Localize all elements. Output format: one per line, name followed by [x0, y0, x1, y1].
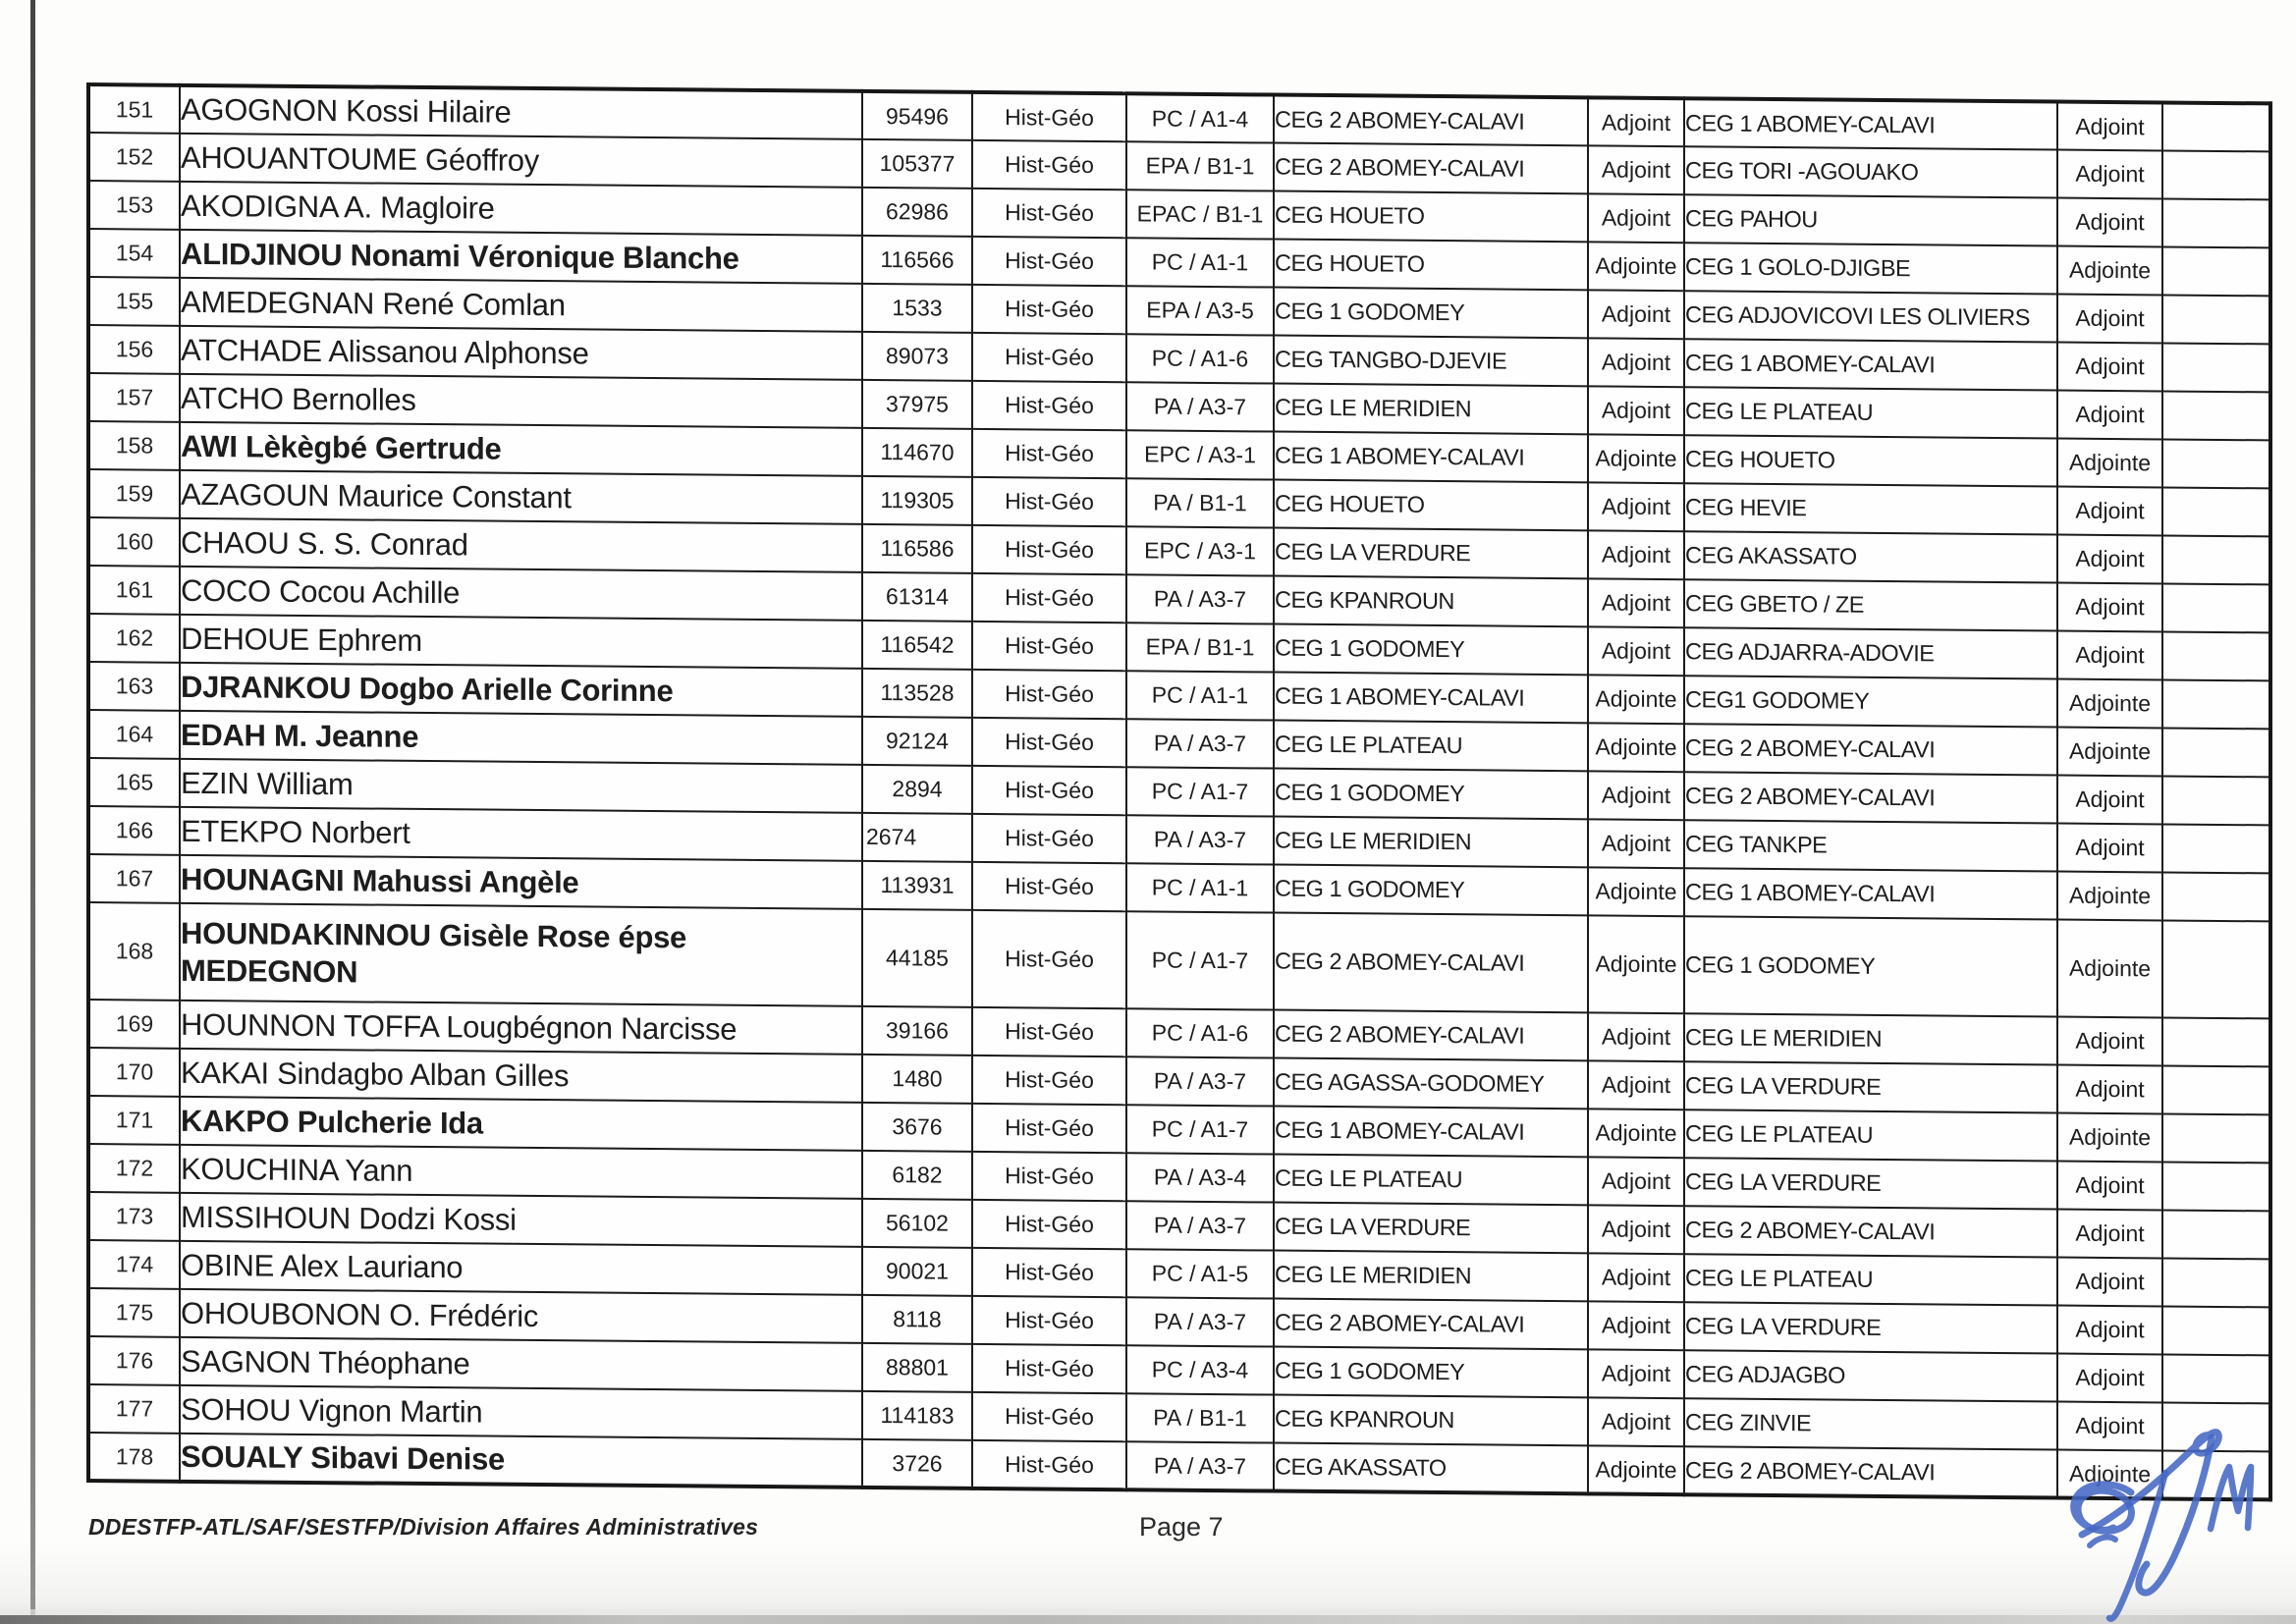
- row-number-cell: 177: [88, 1384, 180, 1434]
- row-number-cell: 158: [88, 421, 180, 470]
- empty-cell: [2162, 391, 2270, 440]
- new-role-cell: Adjoint: [2057, 1017, 2162, 1066]
- current-role-cell: Adjoint: [1588, 1157, 1684, 1206]
- row-number-cell: 167: [88, 854, 180, 903]
- person-name-cell: KOUCHINA Yann: [180, 1145, 862, 1199]
- new-school-cell: CEG 2 ABOMEY-CALAVI: [1684, 1206, 2057, 1257]
- new-role-cell: Adjoint: [2057, 1402, 2162, 1451]
- grade-code-cell: PA / A3-7: [1126, 574, 1274, 623]
- subject-cell: Hist-Géo: [972, 1104, 1126, 1153]
- matricule-cell: 1480: [862, 1055, 972, 1104]
- current-role-cell: Adjointe: [1588, 242, 1684, 291]
- matricule-cell: 2894: [862, 765, 972, 814]
- grade-code-cell: PC / A1-6: [1126, 1008, 1274, 1057]
- current-school-cell: CEG AKASSATO: [1274, 1443, 1588, 1494]
- table-row: [88, 902, 2270, 1018]
- subject-cell: Hist-Géo: [972, 1056, 1126, 1105]
- personnel-assignment-table: [86, 82, 2272, 1501]
- person-name-cell: AGOGNON Kossi Hilaire: [180, 85, 862, 139]
- new-role-cell: Adjointe: [2057, 439, 2162, 488]
- current-school-cell: CEG KPANROUN: [1274, 576, 1588, 627]
- new-school-cell: CEG 1 GODOMEY: [1684, 916, 2057, 1016]
- grade-code-cell: PC / A1-1: [1126, 863, 1274, 912]
- new-school-cell: CEG ADJARRA-ADOVIE: [1684, 627, 2057, 678]
- person-name-cell: COCO Cocou Achille: [180, 567, 862, 621]
- matricule-cell: 37975: [862, 380, 972, 429]
- current-school-cell: CEG LE MERIDIEN: [1274, 384, 1588, 435]
- new-role-cell: Adjointe: [2057, 728, 2162, 777]
- new-role-cell: Adjoint: [2057, 1354, 2162, 1403]
- empty-cell: [2162, 1210, 2270, 1259]
- current-role-cell: Adjoint: [1588, 482, 1684, 531]
- current-role-cell: Adjoint: [1588, 771, 1684, 820]
- current-role-cell: Adjointe: [1588, 675, 1684, 724]
- current-school-cell: CEG AGASSA-GODOMEY: [1274, 1058, 1588, 1110]
- empty-cell: [2162, 246, 2270, 296]
- matricule-cell: 116542: [862, 621, 972, 670]
- subject-cell: Hist-Géo: [972, 333, 1126, 382]
- row-number-cell: 161: [88, 566, 180, 615]
- current-school-cell: CEG LE PLATEAU: [1274, 1155, 1588, 1206]
- grade-code-cell: PA / A3-7: [1126, 719, 1274, 768]
- subject-cell: Hist-Géo: [972, 140, 1126, 189]
- matricule-cell: 3726: [862, 1439, 972, 1489]
- person-name-cell: ATCHADE Alissanou Alphonse: [180, 326, 862, 380]
- new-school-cell: CEG1 GODOMEY: [1684, 676, 2057, 727]
- row-number-cell: 173: [88, 1192, 180, 1241]
- new-role-cell: Adjoint: [2057, 1162, 2162, 1211]
- empty-cell: [2162, 295, 2270, 344]
- new-role-cell: Adjoint: [2057, 102, 2162, 151]
- current-role-cell: Adjoint: [1588, 338, 1684, 387]
- current-school-cell: CEG HOUETO: [1274, 240, 1588, 291]
- new-school-cell: CEG LE PLATEAU: [1684, 1110, 2057, 1161]
- current-school-cell: CEG 1 GODOMEY: [1274, 624, 1588, 676]
- matricule-cell: 62986: [862, 188, 972, 237]
- matricule-cell: 56102: [862, 1199, 972, 1248]
- matricule-cell: 116586: [862, 524, 972, 573]
- matricule-cell: 89073: [862, 332, 972, 381]
- person-name-cell: ATCHO Bernolles: [180, 374, 862, 428]
- empty-cell: [2162, 1113, 2270, 1163]
- grade-code-cell: EPA / B1-1: [1126, 141, 1274, 190]
- subject-cell: Hist-Géo: [972, 1152, 1126, 1201]
- person-name-cell: KAKPO Pulcherie Ida: [180, 1097, 862, 1151]
- person-name-cell: OHOUBONON O. Frédéric: [180, 1289, 862, 1343]
- grade-code-cell: PA / A3-7: [1126, 1297, 1274, 1346]
- empty-cell: [2162, 824, 2270, 873]
- grade-code-cell: PC / A1-4: [1126, 93, 1274, 142]
- current-school-cell: CEG 1 GODOMEY: [1274, 1347, 1588, 1398]
- empty-cell: [2162, 1162, 2270, 1211]
- current-school-cell: CEG 1 ABOMEY-CALAVI: [1274, 1107, 1588, 1158]
- current-role-cell: Adjointe: [1588, 867, 1684, 916]
- subject-cell: Hist-Géo: [972, 525, 1126, 574]
- handwritten-signature: [2057, 1409, 2296, 1624]
- person-name-cell: SOHOU Vignon Martin: [180, 1385, 862, 1439]
- person-name-cell: AHOUANTOUME Géoffroy: [180, 134, 862, 188]
- new-role-cell: Adjointe: [2057, 872, 2162, 921]
- scan-edge-left-artifact: [30, 0, 35, 1620]
- current-role-cell: Adjointe: [1588, 1445, 1684, 1494]
- current-school-cell: CEG KPANROUN: [1274, 1395, 1588, 1446]
- current-school-cell: CEG LE PLATEAU: [1274, 721, 1588, 772]
- grade-code-cell: PA / A3-4: [1126, 1153, 1274, 1202]
- new-school-cell: CEG 2 ABOMEY-CALAVI: [1684, 724, 2057, 775]
- row-number-cell: 174: [88, 1240, 180, 1289]
- matricule-cell: 114183: [862, 1391, 972, 1440]
- scan-edge-bottom-artifact: [0, 1615, 2296, 1624]
- grade-code-cell: EPC / A3-1: [1126, 430, 1274, 479]
- subject-cell: Hist-Géo: [972, 1296, 1126, 1345]
- empty-cell: [2162, 583, 2270, 632]
- person-name-cell: OBINE Alex Lauriano: [180, 1241, 862, 1295]
- current-school-cell: CEG LE MERIDIEN: [1274, 1251, 1588, 1302]
- subject-cell: Hist-Géo: [972, 1392, 1126, 1441]
- empty-cell: [2162, 1258, 2270, 1307]
- person-name-cell: SOUALY Sibavi Denise: [180, 1434, 862, 1488]
- new-role-cell: Adjointe: [2057, 679, 2162, 729]
- new-role-cell: Adjointe: [2057, 246, 2162, 296]
- row-number-cell: 152: [88, 133, 180, 182]
- matricule-cell: 39166: [862, 1006, 972, 1056]
- row-number-cell: 176: [88, 1336, 180, 1385]
- subject-cell: Hist-Géo: [972, 573, 1126, 623]
- subject-cell: Hist-Géo: [972, 1344, 1126, 1393]
- person-name-cell: ALIDJINOU Nonami Véronique Blanche: [180, 230, 862, 284]
- subject-cell: Hist-Géo: [972, 189, 1126, 238]
- person-name-cell: ETEKPO Norbert: [180, 807, 862, 861]
- subject-cell: Hist-Géo: [972, 814, 1126, 863]
- current-school-cell: CEG LA VERDURE: [1274, 1203, 1588, 1254]
- grade-code-cell: PA / A3-7: [1126, 1441, 1274, 1490]
- person-name-cell: SAGNON Théophane: [180, 1337, 862, 1391]
- grade-code-cell: PC / A1-7: [1126, 911, 1274, 1009]
- row-number-cell: 153: [88, 181, 180, 230]
- new-role-cell: Adjoint: [2057, 583, 2162, 632]
- matricule-cell: 105377: [862, 139, 972, 189]
- row-number-cell: 171: [88, 1096, 180, 1145]
- empty-cell: [2162, 728, 2270, 777]
- grade-code-cell: PC / A1-6: [1126, 334, 1274, 383]
- empty-cell: [2162, 1306, 2270, 1355]
- person-name-cell: HOUNNON TOFFA Lougbégnon Narcisse: [180, 1001, 862, 1055]
- new-role-cell: Adjoint: [2057, 391, 2162, 440]
- row-number-cell: 155: [88, 277, 180, 326]
- subject-cell: Hist-Géo: [972, 477, 1126, 526]
- current-school-cell: CEG HOUETO: [1274, 191, 1588, 243]
- row-number-cell: 168: [88, 902, 180, 1001]
- new-role-cell: Adjoint: [2057, 1065, 2162, 1114]
- row-number-cell: 170: [88, 1048, 180, 1097]
- current-role-cell: Adjointe: [1588, 915, 1684, 1013]
- person-name-cell: HOUNAGNI Mahussi Angèle: [180, 855, 862, 909]
- new-role-cell: Adjoint: [2057, 487, 2162, 536]
- current-school-cell: CEG LA VERDURE: [1274, 528, 1588, 579]
- new-role-cell: Adjointe: [2057, 1450, 2162, 1499]
- current-school-cell: CEG 2 ABOMEY-CALAVI: [1274, 1299, 1588, 1350]
- empty-cell: [2162, 487, 2270, 536]
- empty-cell: [2162, 679, 2270, 729]
- row-number-cell: 175: [88, 1288, 180, 1337]
- new-school-cell: CEG GBETO / ZE: [1684, 579, 2057, 630]
- matricule-cell: 114670: [862, 428, 972, 477]
- current-role-cell: Adjoint: [1588, 626, 1684, 676]
- current-school-cell: CEG 2 ABOMEY-CALAVI: [1274, 143, 1588, 194]
- person-name-cell: EZIN William: [180, 759, 862, 813]
- subject-cell: Hist-Géo: [972, 1200, 1126, 1249]
- row-number-cell: 160: [88, 517, 180, 567]
- subject-cell: Hist-Géo: [972, 1007, 1126, 1056]
- empty-cell: [2162, 872, 2270, 921]
- row-number-cell: 172: [88, 1144, 180, 1193]
- current-role-cell: Adjoint: [1588, 1397, 1684, 1446]
- matricule-cell: 61314: [862, 572, 972, 622]
- new-school-cell: CEG LA VERDURE: [1684, 1302, 2057, 1353]
- current-role-cell: Adjoint: [1588, 97, 1684, 146]
- grade-code-cell: PC / A3-4: [1126, 1345, 1274, 1394]
- signature-tick-stroke: [2090, 1538, 2115, 1545]
- subject-cell: Hist-Géo: [972, 285, 1126, 334]
- grade-code-cell: PA / A3-7: [1126, 815, 1274, 864]
- current-school-cell: CEG 1 GODOMEY: [1274, 288, 1588, 339]
- subject-cell: Hist-Géo: [972, 862, 1126, 911]
- new-role-cell: Adjoint: [2057, 343, 2162, 392]
- current-role-cell: Adjoint: [1588, 530, 1684, 579]
- empty-cell: [2162, 439, 2270, 488]
- new-role-cell: Adjoint: [2057, 631, 2162, 680]
- matricule-cell: 44185: [862, 909, 972, 1007]
- empty-cell: [2162, 343, 2270, 392]
- empty-cell: [2162, 920, 2270, 1018]
- new-school-cell: CEG HOUETO: [1684, 435, 2057, 486]
- subject-cell: Hist-Géo: [972, 429, 1126, 478]
- current-role-cell: Adjointe: [1588, 434, 1684, 483]
- new-school-cell: CEG 1 ABOMEY-CALAVI: [1684, 98, 2057, 149]
- subject-cell: Hist-Géo: [972, 622, 1126, 671]
- new-school-cell: CEG PAHOU: [1684, 194, 2057, 245]
- empty-cell: [2162, 1354, 2270, 1403]
- subject-cell: Hist-Géo: [972, 1248, 1126, 1297]
- row-number-cell: 162: [88, 614, 180, 663]
- row-number-cell: 159: [88, 469, 180, 518]
- new-role-cell: Adjoint: [2057, 1306, 2162, 1355]
- matricule-cell: 113528: [862, 669, 972, 718]
- person-name-cell: AZAGOUN Maurice Constant: [180, 470, 862, 524]
- person-name-cell: AKODIGNA A. Magloire: [180, 182, 862, 236]
- matricule-cell: 119305: [862, 476, 972, 525]
- empty-cell: [2162, 150, 2270, 199]
- current-school-cell: CEG TANGBO-DJEVIE: [1274, 336, 1588, 387]
- new-school-cell: CEG HEVIE: [1684, 483, 2057, 534]
- new-school-cell: CEG TORI -AGOUAKO: [1684, 146, 2057, 197]
- grade-code-cell: PA / A3-7: [1126, 382, 1274, 431]
- grade-code-cell: PC / A1-5: [1126, 1249, 1274, 1298]
- current-role-cell: Adjoint: [1588, 578, 1684, 627]
- current-role-cell: Adjoint: [1588, 1301, 1684, 1350]
- page-number-label: Page 7: [1139, 1512, 1224, 1542]
- new-school-cell: CEG LE MERIDIEN: [1684, 1013, 2057, 1064]
- current-school-cell: CEG 1 GODOMEY: [1274, 769, 1588, 820]
- new-school-cell: CEG TANKPE: [1684, 820, 2057, 871]
- row-number-cell: 156: [88, 325, 180, 374]
- new-school-cell: CEG 1 ABOMEY-CALAVI: [1684, 339, 2057, 390]
- current-school-cell: CEG LE MERIDIEN: [1274, 817, 1588, 868]
- grade-code-cell: EPAC / B1-1: [1126, 189, 1274, 239]
- current-role-cell: Adjoint: [1588, 819, 1684, 868]
- person-name-cell: EDAH M. Jeanne: [180, 711, 862, 765]
- person-name-cell: CHAOU S. S. Conrad: [180, 518, 862, 572]
- current-role-cell: Adjoint: [1588, 145, 1684, 194]
- current-role-cell: Adjoint: [1588, 1349, 1684, 1398]
- person-name-cell: HOUNDAKINNOU Gisèle Rose épse MEDEGNON: [180, 903, 862, 1006]
- empty-cell: [2162, 776, 2270, 825]
- current-role-cell: Adjoint: [1588, 1012, 1684, 1061]
- matricule-cell: 2674: [862, 813, 972, 862]
- matricule-cell: 92124: [862, 717, 972, 766]
- current-role-cell: Adjoint: [1588, 290, 1684, 339]
- current-school-cell: CEG 2 ABOMEY-CALAVI: [1274, 1010, 1588, 1061]
- subject-cell: Hist-Géo: [972, 766, 1126, 815]
- row-number-cell: 166: [88, 806, 180, 855]
- row-number-cell: 178: [88, 1433, 180, 1482]
- current-role-cell: Adjointe: [1588, 1109, 1684, 1158]
- signature-m-stroke: [2211, 1467, 2251, 1529]
- grade-code-cell: EPC / A3-1: [1126, 526, 1274, 575]
- current-school-cell: CEG 2 ABOMEY-CALAVI: [1274, 913, 1588, 1013]
- current-school-cell: CEG 1 ABOMEY-CALAVI: [1274, 432, 1588, 483]
- current-role-cell: Adjointe: [1588, 723, 1684, 772]
- matricule-cell: 6182: [862, 1151, 972, 1200]
- new-role-cell: Adjoint: [2057, 776, 2162, 825]
- empty-cell: [2162, 1065, 2270, 1114]
- current-school-cell: CEG 1 ABOMEY-CALAVI: [1274, 673, 1588, 724]
- signature-descender-stroke: [2139, 1437, 2212, 1593]
- current-school-cell: CEG 2 ABOMEY-CALAVI: [1274, 95, 1588, 146]
- subject-cell: Hist-Géo: [972, 92, 1126, 141]
- subject-cell: Hist-Géo: [972, 718, 1126, 767]
- grade-code-cell: PA / B1-1: [1126, 1393, 1274, 1442]
- new-role-cell: Adjointe: [2057, 1113, 2162, 1163]
- row-number-cell: 164: [88, 710, 180, 759]
- person-name-cell: AMEDEGNAN René Comlan: [180, 278, 862, 332]
- new-school-cell: CEG LE PLATEAU: [1684, 387, 2057, 438]
- new-school-cell: CEG 2 ABOMEY-CALAVI: [1684, 1446, 2057, 1497]
- grade-code-cell: PA / A3-7: [1126, 1201, 1274, 1250]
- matricule-cell: 1533: [862, 284, 972, 333]
- current-role-cell: Adjoint: [1588, 1060, 1684, 1110]
- matricule-cell: 8118: [862, 1295, 972, 1344]
- empty-cell: [2162, 535, 2270, 584]
- person-name-cell: DEHOUE Ephrem: [180, 615, 862, 669]
- new-school-cell: CEG 2 ABOMEY-CALAVI: [1684, 772, 2057, 823]
- row-number-cell: 151: [88, 84, 180, 134]
- person-name-cell: DJRANKOU Dogbo Arielle Corinne: [180, 663, 862, 717]
- grade-code-cell: PC / A1-1: [1126, 238, 1274, 287]
- current-role-cell: Adjoint: [1588, 386, 1684, 435]
- new-role-cell: Adjoint: [2057, 1258, 2162, 1307]
- row-number-cell: 165: [88, 758, 180, 807]
- matricule-cell: 90021: [862, 1247, 972, 1296]
- empty-cell: [2162, 102, 2270, 151]
- person-name-cell: MISSIHOUN Dodzi Kossi: [180, 1193, 862, 1247]
- subject-cell: Hist-Géo: [972, 910, 1126, 1008]
- grade-code-cell: PC / A1-7: [1126, 1105, 1274, 1154]
- new-school-cell: CEG LA VERDURE: [1684, 1158, 2057, 1209]
- new-school-cell: CEG AKASSATO: [1684, 531, 2057, 582]
- matricule-cell: 116566: [862, 236, 972, 285]
- new-school-cell: CEG 1 GOLO-DJIGBE: [1684, 243, 2057, 294]
- new-role-cell: Adjoint: [2057, 1210, 2162, 1259]
- current-school-cell: CEG 1 GODOMEY: [1274, 865, 1588, 916]
- empty-cell: [2162, 198, 2270, 247]
- new-role-cell: Adjoint: [2057, 824, 2162, 873]
- grade-code-cell: PC / A1-1: [1126, 671, 1274, 720]
- empty-cell: [2162, 1017, 2270, 1066]
- new-school-cell: CEG LE PLATEAU: [1684, 1254, 2057, 1305]
- new-school-cell: CEG ADJOVICOVI LES OLIVIERS: [1684, 291, 2057, 342]
- grade-code-cell: PA / A3-7: [1126, 1056, 1274, 1106]
- new-role-cell: Adjoint: [2057, 198, 2162, 247]
- grade-code-cell: EPA / A3-5: [1126, 286, 1274, 335]
- footer-division-label: DDESTFP-ATL/SAF/SESTFP/Division Affaires Administratives: [88, 1514, 759, 1540]
- row-number-cell: 157: [88, 373, 180, 422]
- new-role-cell: Adjoint: [2057, 150, 2162, 199]
- current-school-cell: CEG HOUETO: [1274, 480, 1588, 531]
- subject-cell: Hist-Géo: [972, 1440, 1126, 1489]
- new-role-cell: Adjointe: [2057, 920, 2162, 1018]
- matricule-cell: 3676: [862, 1103, 972, 1152]
- grade-code-cell: PC / A1-7: [1126, 767, 1274, 816]
- new-role-cell: Adjoint: [2057, 295, 2162, 344]
- current-role-cell: Adjoint: [1588, 193, 1684, 243]
- matricule-cell: 113931: [862, 861, 972, 910]
- subject-cell: Hist-Géo: [972, 381, 1126, 430]
- row-number-cell: 154: [88, 229, 180, 278]
- empty-cell: [2162, 631, 2270, 680]
- person-name-cell: KAKAI Sindagbo Alban Gilles: [180, 1049, 862, 1103]
- new-school-cell: CEG ZINVIE: [1684, 1398, 2057, 1449]
- new-role-cell: Adjoint: [2057, 535, 2162, 584]
- subject-cell: Hist-Géo: [972, 237, 1126, 286]
- matricule-cell: 88801: [862, 1343, 972, 1392]
- person-name-cell: AWI Lèkègbé Gertrude: [180, 422, 862, 476]
- grade-code-cell: PA / B1-1: [1126, 478, 1274, 527]
- personnel-table-body: [88, 84, 2270, 1499]
- row-number-cell: 163: [88, 662, 180, 711]
- new-school-cell: CEG LA VERDURE: [1684, 1061, 2057, 1112]
- row-number-cell: 169: [88, 1000, 180, 1049]
- current-role-cell: Adjoint: [1588, 1253, 1684, 1302]
- matricule-cell: 95496: [862, 91, 972, 140]
- subject-cell: Hist-Géo: [972, 670, 1126, 719]
- new-school-cell: CEG ADJAGBO: [1684, 1350, 2057, 1401]
- grade-code-cell: EPA / B1-1: [1126, 623, 1274, 672]
- new-school-cell: CEG 1 ABOMEY-CALAVI: [1684, 868, 2057, 919]
- current-role-cell: Adjoint: [1588, 1205, 1684, 1254]
